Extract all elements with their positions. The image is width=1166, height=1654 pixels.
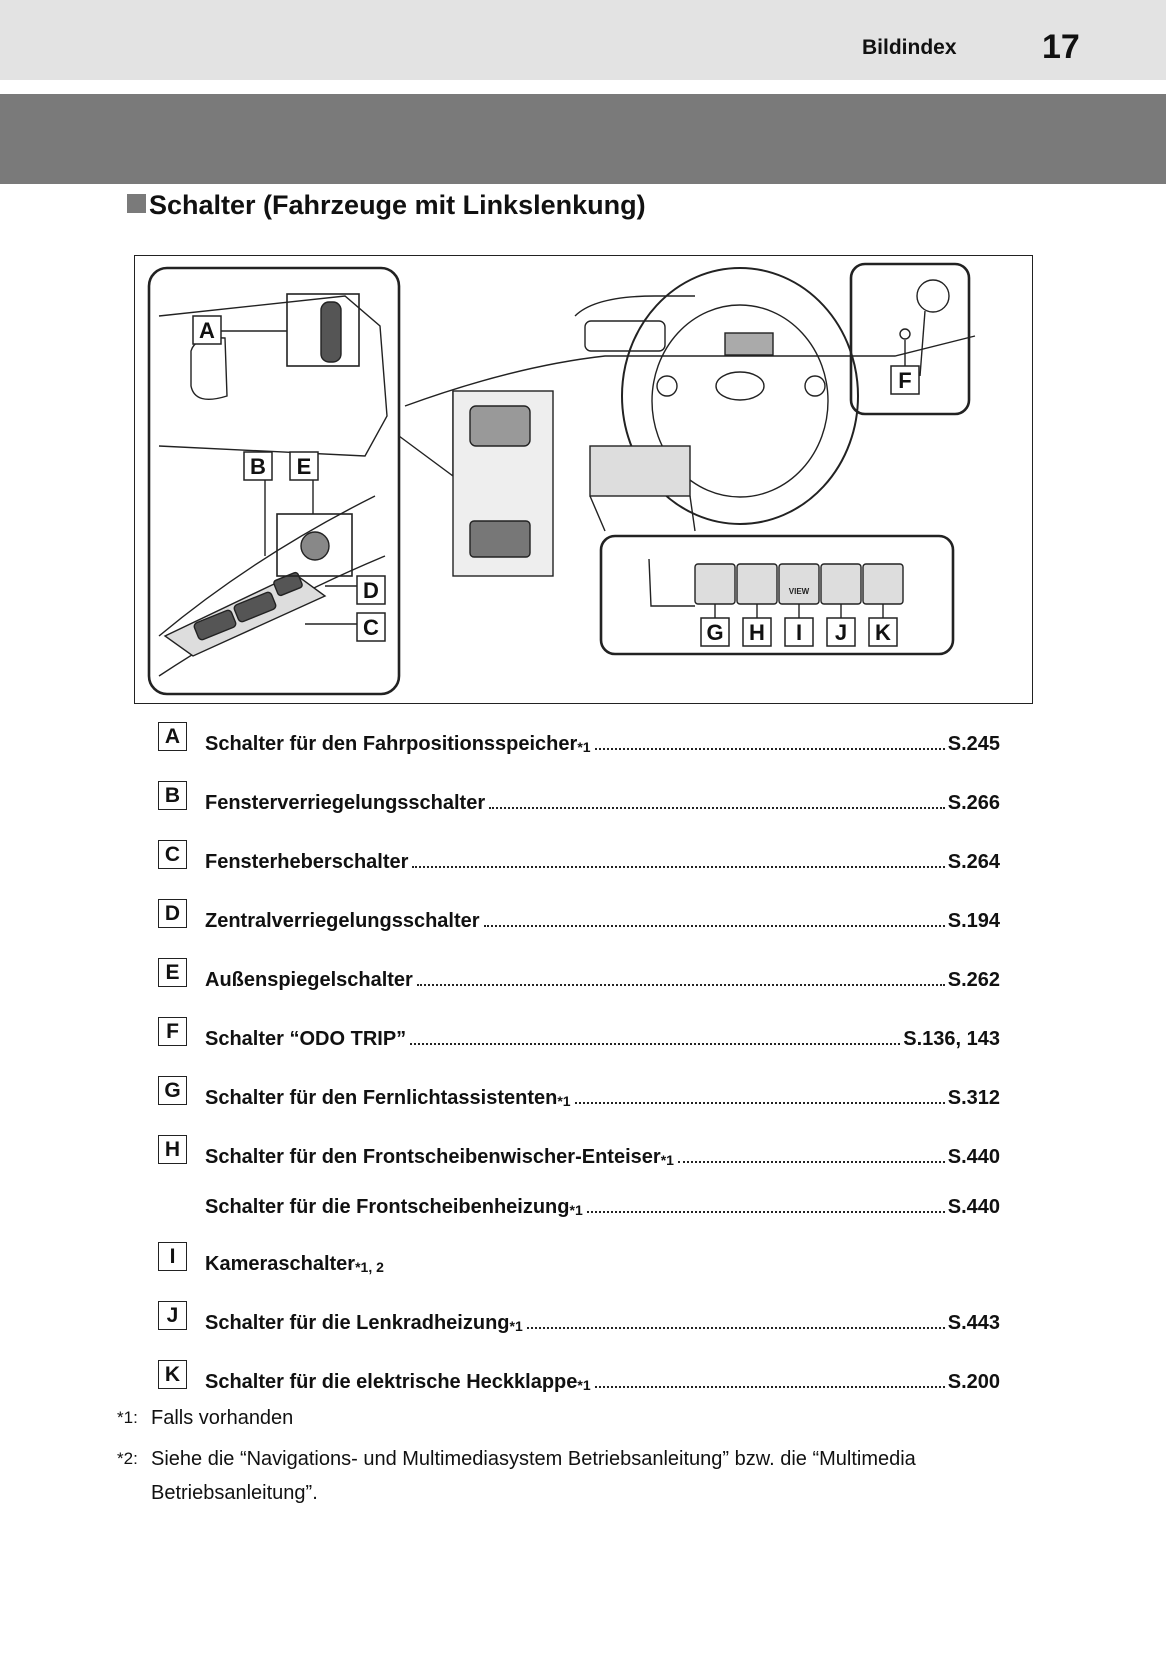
steering-emblem: [716, 372, 764, 400]
callout-h: H: [749, 620, 765, 645]
entry-label: Kameraschalter: [205, 1253, 356, 1275]
index-entry: [158, 1185, 1000, 1219]
entry-letter: E: [158, 958, 187, 987]
mirror-switch: [301, 532, 329, 560]
vent-line: [575, 296, 695, 316]
index-entry: [158, 840, 1000, 874]
entry-note: *1: [557, 1093, 571, 1109]
entry-label: Schalter “ODO TRIP”: [205, 1028, 407, 1050]
entry-label: Fensterheberschalter: [205, 851, 409, 873]
odo-trip-stem: [920, 311, 925, 376]
entry-letter: A: [158, 722, 187, 751]
dot-leader: [489, 807, 945, 809]
entry-label: Schalter für den Fernlichtassistenten: [205, 1087, 558, 1109]
closeup-switches: [470, 521, 530, 557]
entry-page-ref: S.200: [947, 1371, 1000, 1393]
entry-note: *1: [660, 1152, 674, 1168]
dot-leader: [412, 866, 944, 868]
view-label: VIEW: [788, 587, 810, 596]
entry-letter: J: [158, 1301, 187, 1330]
entry-page-ref: S.194: [947, 910, 1000, 932]
entry-note: *1: [577, 1377, 591, 1393]
door-handle-outline: [191, 338, 227, 400]
entry-note: *1: [577, 739, 591, 755]
entry-note: *1, 2: [355, 1259, 384, 1275]
callout-i: I: [795, 620, 803, 645]
cockpit-illustration: [135, 256, 1032, 703]
dot-leader: [410, 1043, 900, 1045]
index-entry: [158, 958, 1000, 992]
entry-page-ref: S.264: [947, 851, 1000, 873]
heading-text: Schalter (Fahrzeuge mit Linkslenkung): [149, 190, 646, 220]
dot-leader: [575, 1102, 945, 1104]
entry-letter: B: [158, 781, 187, 810]
dot-leader: [595, 748, 945, 750]
entry-page-ref: S.440: [947, 1196, 1000, 1218]
entry-letter: D: [158, 899, 187, 928]
tailgate-switch: [863, 564, 903, 604]
entry-page-ref: S.136, 143: [903, 1028, 1000, 1050]
wheel-heater-switch: [821, 564, 861, 604]
page-number: 17: [1042, 28, 1080, 66]
entry-page-ref: S.262: [947, 969, 1000, 991]
entry-letter: I: [158, 1242, 187, 1271]
odo-trip-button: [900, 329, 910, 339]
entry-note: *1: [509, 1318, 523, 1334]
index-entry: [158, 1135, 1000, 1169]
high-beam-switch: [695, 564, 735, 604]
callout-b: B: [250, 454, 266, 479]
footnote-text: Siehe die “Navigations- und Multimediasystem Betriebsanleitung” bzw. die “Multimedia Betriebsanleitung”.: [151, 1448, 916, 1504]
wheel-button-right: [805, 376, 825, 396]
dot-leader: [527, 1327, 945, 1329]
entry-note: *1: [569, 1202, 583, 1218]
entry-letter: H: [158, 1135, 187, 1164]
entry-label: Fensterverriegelungsschalter: [205, 792, 486, 814]
switch-bank-base: [649, 559, 695, 606]
section-label: Bildindex: [862, 36, 957, 59]
index-entry: [158, 722, 1000, 756]
callout-k: K: [875, 620, 891, 645]
footnote-mark: *1:: [117, 1408, 138, 1427]
wiper-deicer-switch: [737, 564, 777, 604]
callout-c: C: [363, 615, 379, 640]
dot-leader: [595, 1386, 945, 1388]
entry-page-ref: S.312: [947, 1087, 1000, 1109]
entry-letter: F: [158, 1017, 187, 1046]
entry-page-ref: S.440: [947, 1146, 1000, 1168]
index-entry: [158, 781, 1000, 815]
header-band: [0, 0, 1166, 80]
dot-leader: [678, 1161, 945, 1163]
air-vent: [585, 321, 665, 351]
entry-page-ref: S.443: [947, 1312, 1000, 1334]
title-band: [0, 94, 1166, 184]
zoom-connector: [399, 391, 453, 476]
dot-leader: [417, 984, 945, 986]
callout-f: F: [898, 368, 912, 393]
entry-letter: G: [158, 1076, 187, 1105]
dot-leader: [484, 925, 945, 927]
callout-a: A: [199, 318, 215, 343]
odo-trip-knob: [917, 280, 949, 312]
entry-label: Außenspiegelschalter: [205, 969, 413, 991]
footnote-mark-text: *2: [117, 1449, 134, 1468]
entry-page-ref: S.266: [947, 792, 1000, 814]
index-entry: [158, 1360, 1000, 1394]
wheel-button-left: [657, 376, 677, 396]
entry-label: Schalter für den Frontscheibenwischer-Enteiser: [205, 1146, 661, 1168]
callout-g: G: [706, 620, 724, 645]
index-entry: [158, 1301, 1000, 1335]
footnote-text: Falls vorhanden: [151, 1407, 294, 1429]
closeup-handle: [470, 406, 530, 446]
lower-switch-highlight: [590, 446, 690, 496]
index-entry: [158, 1242, 1000, 1276]
memory-switch: [321, 302, 341, 362]
index-entry: [158, 1076, 1000, 1110]
entry-letter: C: [158, 840, 187, 869]
index-entry: [158, 1017, 1000, 1051]
entry-label: Schalter für die Frontscheibenheizung: [205, 1196, 570, 1218]
callout-e: E: [296, 454, 312, 479]
entry-label: Schalter für die Lenkradheizung: [205, 1312, 510, 1334]
section-heading: [127, 190, 646, 221]
camera-switch: [779, 564, 819, 604]
dot-leader: [587, 1211, 945, 1213]
switch-location-figure: [134, 255, 1033, 704]
footnote-mark-text: *1: [117, 1408, 134, 1427]
index-entry: [158, 899, 1000, 933]
callout-d: D: [363, 578, 379, 603]
callout-j: J: [834, 620, 848, 645]
zoom-connector-lower: [590, 496, 695, 531]
entry-letter: K: [158, 1360, 187, 1389]
entry-label: Schalter für die elektrische Heckklappe: [205, 1371, 578, 1393]
meter-highlight: [725, 333, 773, 355]
heading-square-icon: [127, 194, 146, 213]
footnote-mark: *2:: [117, 1449, 138, 1468]
entry-page-ref: S.245: [947, 733, 1000, 755]
entry-label: Schalter für den Fahrpositionsspeicher: [205, 733, 578, 755]
entry-label: Zentralverriegelungsschalter: [205, 910, 480, 932]
